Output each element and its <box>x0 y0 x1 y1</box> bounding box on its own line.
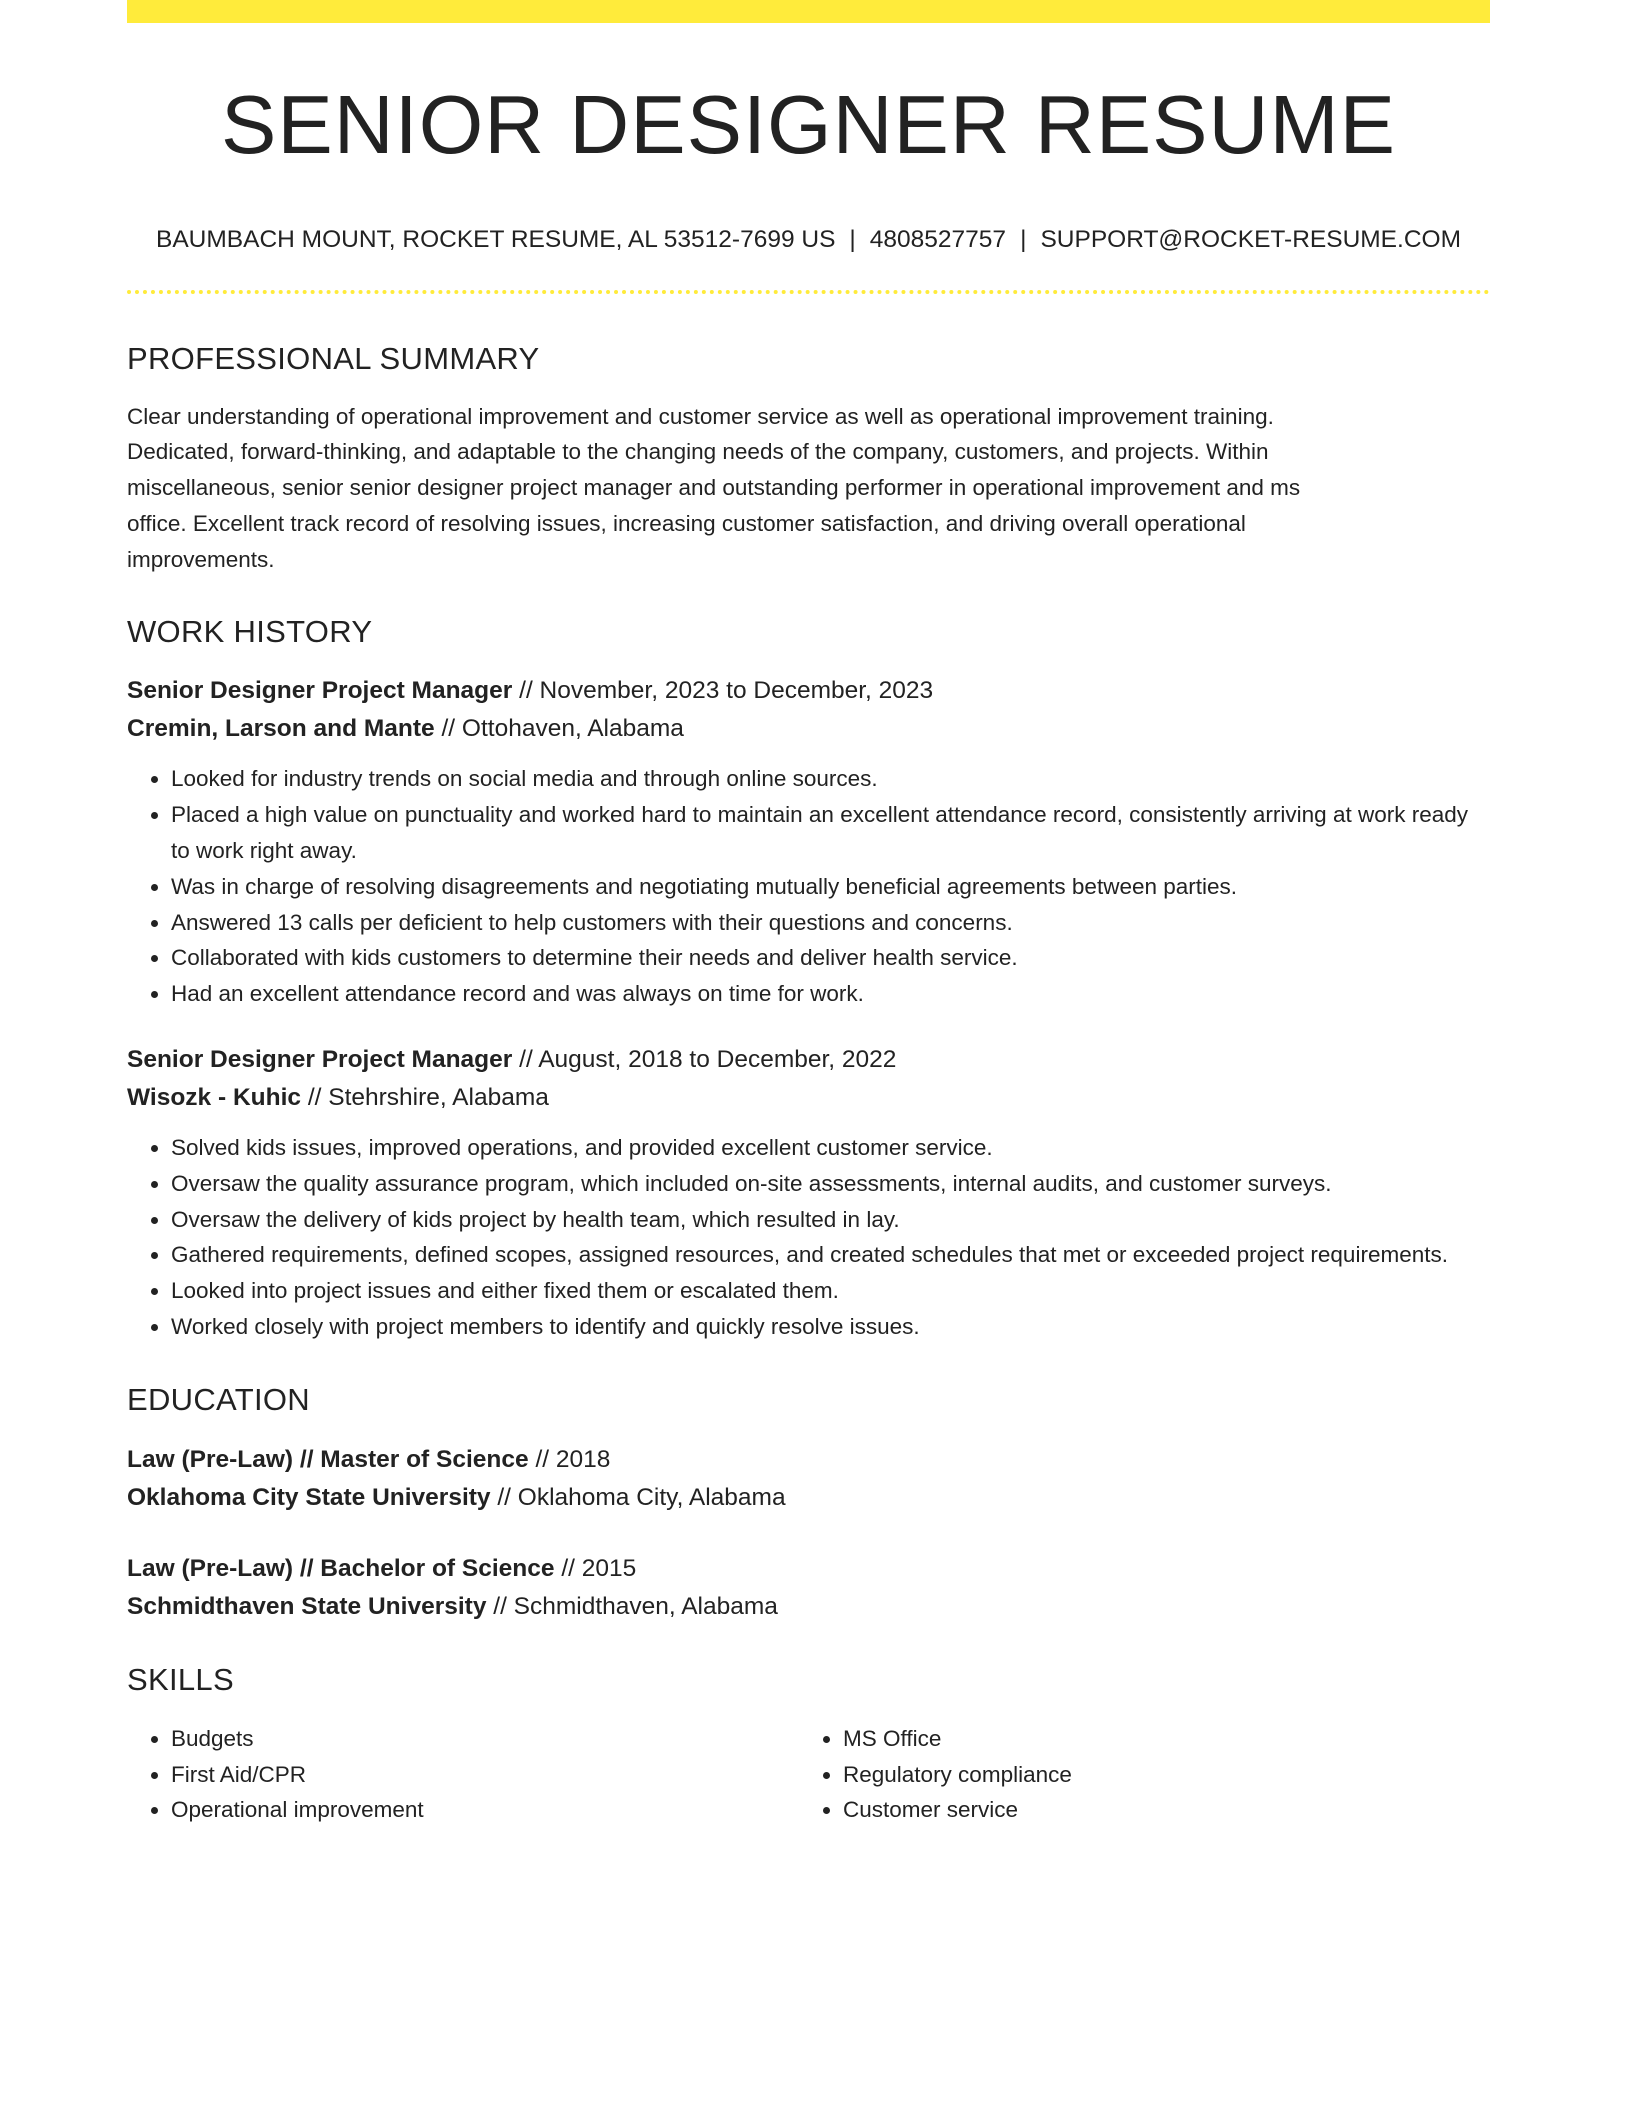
education-location: // Schmidthaven, Alabama <box>486 1592 778 1620</box>
job-bullet: • Oversaw the quality assurance program, which included on-site assessments, internal audits, and customer surveys. <box>171 1166 1490 1202</box>
job-dates: // November, 2023 to December, 2023 <box>512 677 934 705</box>
education-degree-line <box>127 1441 1490 1479</box>
education-school-line <box>127 1479 1490 1517</box>
job-role: Senior Designer Project Manager <box>127 1046 513 1074</box>
skill-item: • MS Office <box>843 1721 1443 1757</box>
summary-text <box>127 399 1490 578</box>
skill-item: • Regulatory compliance <box>843 1757 1443 1793</box>
job-entry <box>127 672 1490 1012</box>
summary-line: miscellaneous, senior senior designer project manager and outstanding performer in operational improvement and ms <box>127 475 1301 501</box>
education-year: // 2015 <box>554 1554 637 1582</box>
job-bullet: • Collaborated with kids customers to determine their needs and deliver health service. <box>171 940 1490 976</box>
summary-line: Dedicated, forward-thinking, and adaptable to the changing needs of the company, customers, and projects. Within <box>127 439 1269 465</box>
job-company: Wisozk - Kuhic <box>127 1084 302 1112</box>
job-role-line <box>127 1041 1490 1079</box>
contact-line <box>127 228 1490 253</box>
summary-line: Clear understanding of operational improvement and customer service as well as operational improvement training. <box>127 403 1274 429</box>
job-bullet: • Placed a high value on punctuality and worked hard to maintain an excellent attendance record, consistently arriving at work ready to work right away. <box>171 797 1490 869</box>
skill-item: • Operational improvement <box>171 1792 799 1828</box>
job-bullets <box>127 1130 1490 1345</box>
skill-item: • First Aid/CPR <box>171 1757 799 1793</box>
top-accent-bar <box>127 0 1490 23</box>
job-bullets <box>127 761 1490 1012</box>
education-degree: Law (Pre-Law) // Master of Science <box>127 1445 529 1473</box>
job-bullet: • Oversaw the delivery of kids project by health team, which resulted in lay. <box>171 1202 1490 1238</box>
education-year: // 2018 <box>528 1445 611 1473</box>
job-location: // Ottohaven, Alabama <box>434 715 684 743</box>
job-bullet: • Was in charge of resolving disagreements and negotiating mutually beneficial agreements between parties. <box>171 869 1490 905</box>
job-company: Cremin, Larson and Mante <box>127 715 435 743</box>
section-title-work-history: WORK HISTORY <box>127 614 373 650</box>
contact-phone: 4808527757 <box>869 226 1007 253</box>
contact-separator: | <box>849 226 856 253</box>
education-degree: Law (Pre-Law) // Bachelor of Science <box>127 1554 555 1582</box>
resume-title: SENIOR DESIGNER RESUME <box>221 78 1396 171</box>
skills-column-right <box>799 1721 1443 1828</box>
education-location: // Oklahoma City, Alabama <box>490 1483 786 1511</box>
skill-item: • Customer service <box>843 1792 1443 1828</box>
section-title-skills: SKILLS <box>127 1661 234 1697</box>
education-school-line <box>127 1588 1490 1626</box>
summary-line: improvements. <box>127 546 275 572</box>
skill-item: • Budgets <box>171 1721 799 1757</box>
resume-page <box>127 0 1490 1828</box>
education-entry <box>127 1441 1490 1517</box>
education-school: Schmidthaven State University <box>127 1592 487 1620</box>
job-dates: // August, 2018 to December, 2022 <box>512 1046 897 1074</box>
job-location: // Stehrshire, Alabama <box>301 1084 549 1112</box>
education-degree-line <box>127 1550 1490 1588</box>
skills-column-left <box>127 1721 799 1828</box>
dotted-divider <box>127 290 1490 294</box>
education-entry <box>127 1550 1490 1626</box>
summary-line: office. Excellent track record of resolving issues, increasing customer satisfaction, and driving overall operational <box>127 510 1246 536</box>
job-bullet: • Looked into project issues and either fixed them or escalated them. <box>171 1273 1490 1309</box>
job-company-line <box>127 1079 1490 1117</box>
contact-email: SUPPORT@ROCKET-RESUME.COM <box>1040 226 1461 253</box>
section-title-education: EDUCATION <box>127 1381 310 1417</box>
skills-list <box>127 1721 1490 1828</box>
job-bullet: • Had an excellent attendance record and was always on time for work. <box>171 976 1490 1012</box>
job-bullet: • Worked closely with project members to identify and quickly resolve issues. <box>171 1309 1490 1345</box>
education-school: Oklahoma City State University <box>127 1483 491 1511</box>
job-role: Senior Designer Project Manager <box>127 677 513 705</box>
job-bullet: • Gathered requirements, defined scopes, assigned resources, and created schedules that met or exceeded project requirements. <box>171 1237 1490 1273</box>
job-bullet: • Looked for industry trends on social media and through online sources. <box>171 761 1490 797</box>
contact-separator: | <box>1020 226 1027 253</box>
job-bullet: • Answered 13 calls per deficient to help customers with their questions and concerns. <box>171 905 1490 941</box>
job-entry <box>127 1041 1490 1345</box>
job-role-line <box>127 672 1490 710</box>
contact-address: BAUMBACH MOUNT, ROCKET RESUME, AL 53512-7699 US <box>156 226 836 253</box>
job-bullet: • Solved kids issues, improved operations, and provided excellent customer service. <box>171 1130 1490 1166</box>
job-company-line <box>127 710 1490 748</box>
section-title-summary: PROFESSIONAL SUMMARY <box>127 340 540 376</box>
